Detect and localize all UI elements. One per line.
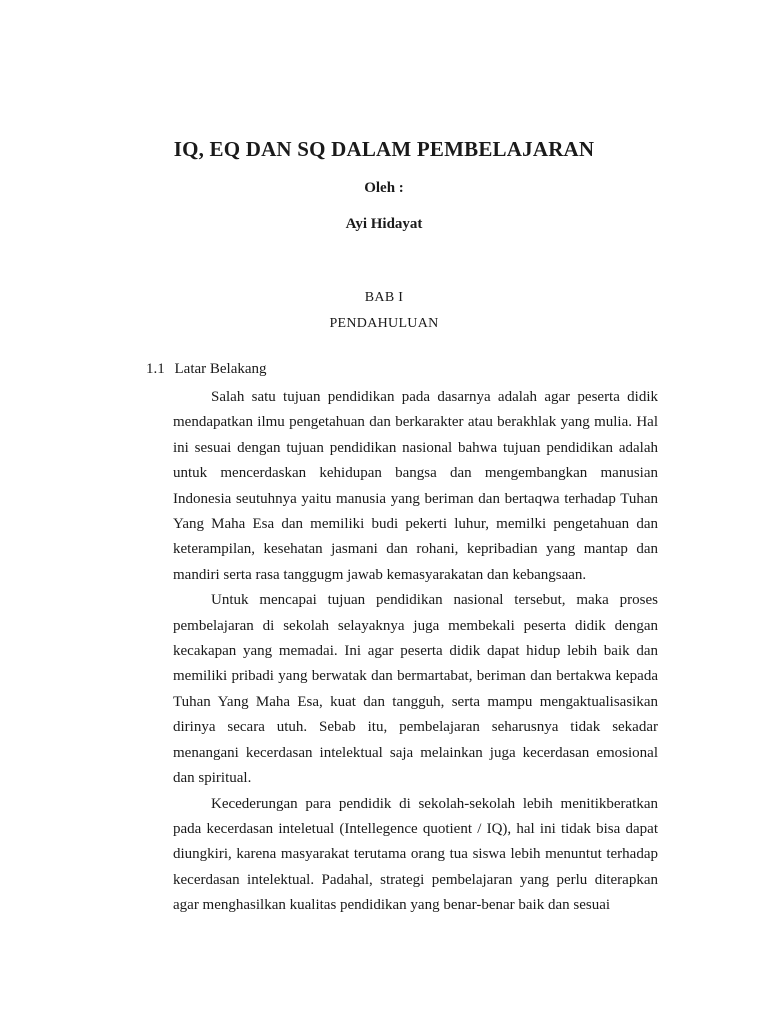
section-title: Latar Belakang	[174, 361, 267, 377]
body-text	[173, 385, 658, 919]
paragraph: Salah satu tujuan pendidikan pada dasarnya adalah agar peserta didik mendapatkan ilmu pengetahuan dan berkarakter atau berakhlak yang mulia. Hal ini sesuai dengan tujuan pendidikan nasional bahwa tujuan pendidikan adalah untuk mencerdaskan kehidupan bangsa dan mengembangkan manusian Indonesia seutuhnya yaitu manusia yang beriman dan bertaqwa terhadap Tuhan Yang Maha Esa dan memiliki budi pekerti luhur, memilki pengetahuan dan keterampilan, kesehatan jasmani dan rohani, kepribadian yang mantap dan mandiri serta rasa tanggugm jawab kemasyarakatan dan kebangsaan.	[173, 389, 658, 583]
section-number: 1.1	[146, 361, 165, 377]
paragraph: Kecederungan para pendidik di sekolah-sekolah lebih menitikberatkan pada kecerdasan inteletual (Intellegence quotient / IQ), hal ini tidak bisa dapat diungkiri, karena masyarakat terutama orang tua siswa lebih menuntut terhadap kecerdasan intelektual. Padahal, strategi pembelajaran yang perlu diterapkan agar menghasilkan kualitas pendidikan yang benar-benar baik dan sesuai	[173, 795, 658, 914]
by-label: Oleh :	[364, 180, 404, 196]
chapter-number: BAB I	[364, 290, 404, 305]
author-name: Ayi Hidayat	[345, 216, 423, 232]
document-title: IQ, EQ DAN SQ DALAM PEMBELAJARAN	[173, 137, 595, 161]
section-heading	[146, 361, 267, 378]
paragraph: Untuk mencapai tujuan pendidikan nasional tersebut, maka proses pembelajaran di sekolah selayaknya juga membekali peserta didik dengan kecakapan yang memadai. Ini agar peserta didik dapat hidup lebih baik dan memiliki pribadi yang berwatak dan bermartabat, beriman dan bertakwa kepada Tuhan Yang Maha Esa, kuat dan tangguh, serta mampu mengaktualisasikan dirinya secara utuh. Sebab itu, pembelajaran seharusnya tidak sekadar menangani kecerdasan intelektual saja melainkan juga kecerdasan emosional dan spiritual.	[173, 592, 658, 787]
chapter-title: PENDAHULUAN	[329, 316, 439, 331]
